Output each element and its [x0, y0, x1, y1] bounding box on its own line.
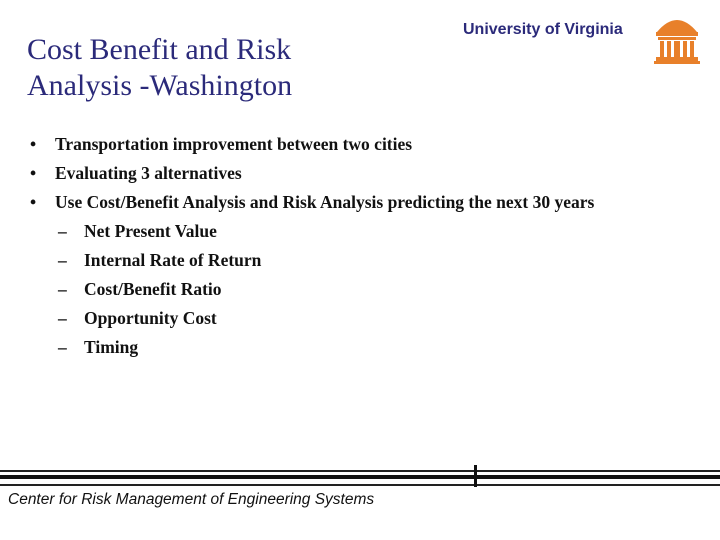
sub-bullet-text: Cost/Benefit Ratio — [84, 279, 222, 299]
bullet-marker: • — [30, 192, 37, 212]
bullet-text: Use Cost/Benefit Analysis and Risk Analysis predicting the next 30 years — [55, 192, 595, 212]
sub-bullet-text: Timing — [84, 337, 139, 357]
sub-bullet-marker: – — [58, 279, 67, 299]
slide-title — [27, 32, 447, 104]
footer-text: Center for Risk Management of Engineering Systems — [8, 491, 375, 508]
bullet-marker: • — [30, 134, 37, 154]
sub-bullet-marker: – — [58, 337, 67, 357]
sub-bullet-text: Net Present Value — [84, 221, 217, 241]
bullet-text: Evaluating 3 alternatives — [55, 163, 242, 183]
footer-divider — [0, 470, 720, 487]
sub-bullet-marker: – — [58, 308, 67, 328]
title-line-2: Analysis -Washington — [27, 69, 293, 102]
sub-bullet-text: Opportunity Cost — [84, 308, 217, 328]
title-line-1: Cost Benefit and Risk — [27, 33, 292, 66]
bullet-marker: • — [30, 163, 37, 183]
rotunda-icon — [651, 10, 703, 64]
university-label: University of Virginia — [463, 21, 623, 38]
bullet-text: Transportation improvement between two cities — [55, 134, 413, 154]
sub-bullet-marker: – — [58, 221, 67, 241]
sub-bullet-marker: – — [58, 250, 67, 270]
sub-bullet-text: Internal Rate of Return — [84, 250, 262, 270]
